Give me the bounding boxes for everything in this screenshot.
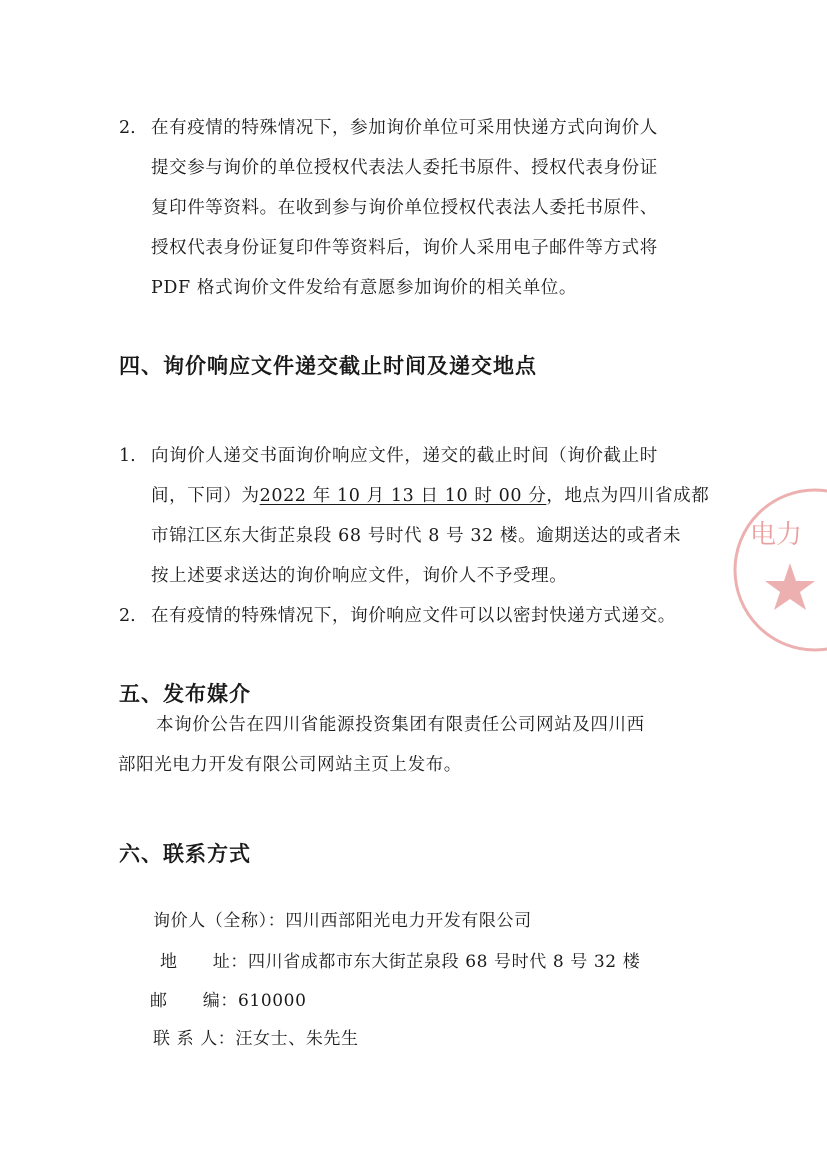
contact-postcode xyxy=(150,982,307,1020)
contact-value: 四川西部阳光电力开发有限公司 xyxy=(285,911,532,931)
section-4-item-1 xyxy=(119,436,709,596)
paragraph-line: 本询价公告在四川省能源投资集团有限责任公司网站及四川西 xyxy=(156,715,645,735)
seal-text: 电力 xyxy=(750,520,803,550)
contact-label: 邮 编： xyxy=(150,991,238,1011)
section-4-heading: 四、询价响应文件递交截止时间及递交地点 xyxy=(119,354,537,378)
paragraph-line: 授权代表身份证复印件等资料后，询价人采用电子邮件等方式将 xyxy=(151,238,658,258)
paragraph-line: 在有疫情的特殊情况下，参加询价单位可采用快递方式向询价人 xyxy=(151,118,658,138)
item-2-epidemic-delivery xyxy=(119,108,709,308)
contact-person xyxy=(153,1020,359,1058)
contact-inquirer xyxy=(153,902,532,940)
paragraph-line: 提交参与询价的单位授权代表法人委托书原件、授权代表身份证 xyxy=(151,158,658,178)
paragraph-line: 向询价人递交书面询价响应文件，递交的截止时间（询价截止时 xyxy=(151,446,658,466)
contact-value: 汪女士、朱先生 xyxy=(235,1029,359,1049)
text-segment: 间，下同）为 xyxy=(151,486,260,506)
paragraph-line: PDF 格式询价文件发给有意愿参加询价的相关单位。 xyxy=(151,278,578,298)
contact-label: 询价人（全称）： xyxy=(153,911,286,931)
contact-label: 联 系 人： xyxy=(153,1029,236,1049)
section-6-heading: 六、联系方式 xyxy=(119,842,251,866)
paragraph-line: 复印件等资料。在收到参与询价单位授权代表法人委托书原件、 xyxy=(151,198,658,218)
text-segment: ，地点为四川省成都 xyxy=(546,486,710,506)
contact-value: 四川省成都市东大街芷泉段 68 号时代 8 号 32 楼 xyxy=(248,952,641,972)
contact-address xyxy=(160,943,640,981)
section-5-heading: 五、发布媒介 xyxy=(119,682,251,706)
paragraph-line: 按上述要求送达的询价响应文件，询价人不予受理。 xyxy=(151,566,568,586)
deadline-text: 2022 年 10 月 13 日 10 时 00 分 xyxy=(259,486,547,506)
contact-label: 地 址： xyxy=(160,952,248,972)
company-seal-stamp xyxy=(730,475,827,675)
paragraph-line xyxy=(119,476,709,516)
section-4-item-2 xyxy=(119,596,709,636)
paragraph-line: 市锦江区东大街芷泉段 68 号时代 8 号 32 楼。逾期送达的或者未 xyxy=(151,526,682,546)
contact-value: 610000 xyxy=(238,991,307,1011)
paragraph-line: 在有疫情的特殊情况下，询价响应文件可以以密封快递方式递交。 xyxy=(151,606,676,626)
item-number: 2. xyxy=(119,118,136,138)
item-number: 2. xyxy=(119,606,136,626)
item-number: 1. xyxy=(119,446,136,466)
paragraph-line: 部阳光电力开发有限公司网站主页上发布。 xyxy=(118,755,462,775)
